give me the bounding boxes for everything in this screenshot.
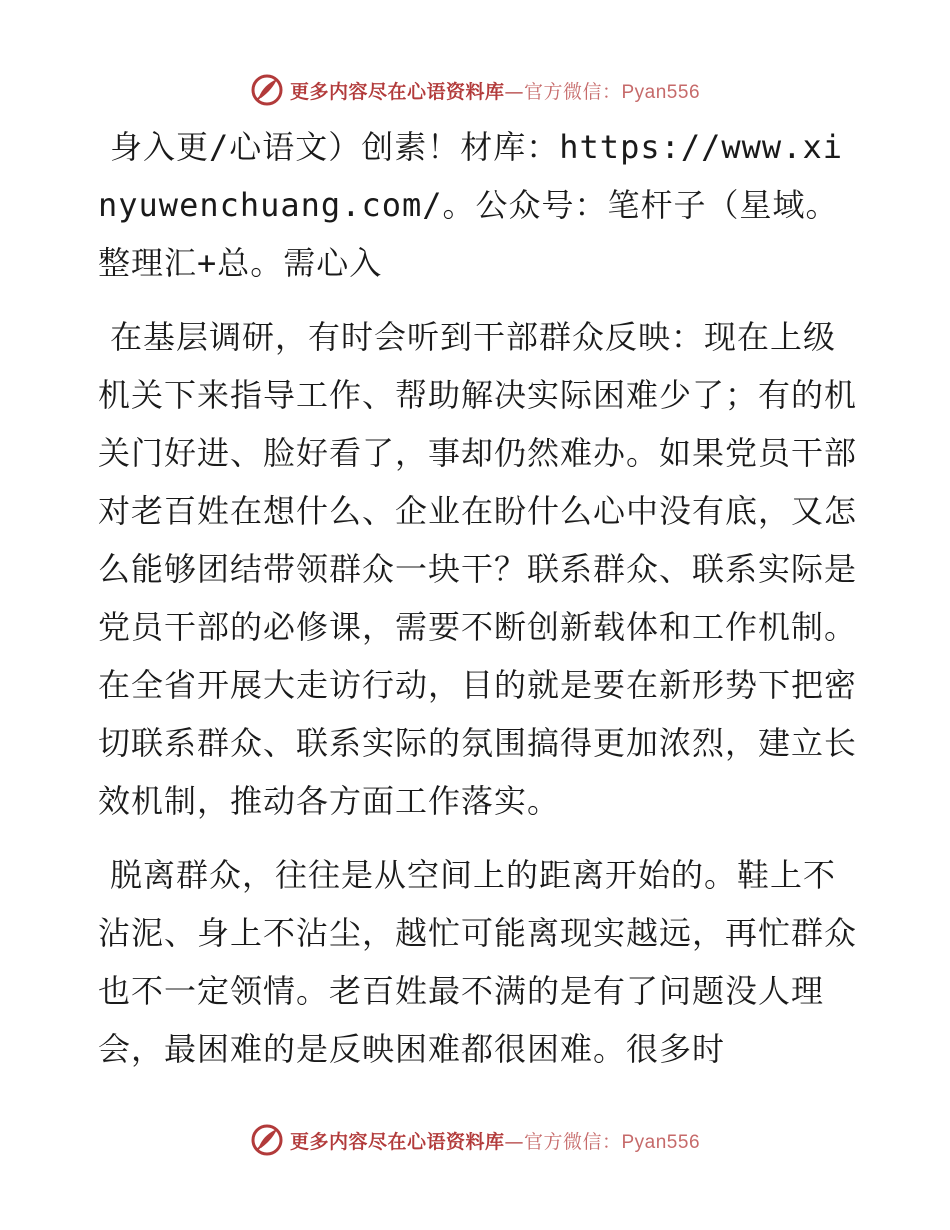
watermark-account-label: 官方微信： xyxy=(523,1130,622,1153)
watermark-account-label: 官方微信： xyxy=(523,80,622,103)
quill-seal-icon xyxy=(250,1123,284,1157)
footer-watermark xyxy=(0,1120,950,1160)
document-body xyxy=(98,118,858,1094)
paragraph-3: 脱离群众，往往是从空间上的距离开始的。鞋上不沾泥、身上不沾尘，越忙可能离现实越远，再忙群众也不一定领情。老百姓最不满的是有了问题没人理会，最困难的是反映困难都很困难。很多时 xyxy=(98,856,858,1068)
paragraph-2: 在基层调研，有时会听到干部群众反映：现在上级机关下来指导工作、帮助解决实际困难少了；有的机关门好进、脸好看了，事却仍然难办。如果党员干部对老百姓在想什么、企业在盼什么心中没有底，又怎么能够团结带领群众一块干？联系群众、联系实际是党员干部的必修课，需要不断创新载体和工作机制。在全省开展大走访行动，目的就是要在新形势下把密切联系群众、联系实际的氛围搞得更加浓烈，建立长效机制，推动各方面工作落实。 xyxy=(98,318,858,820)
watermark-account-id: Pyan556 xyxy=(621,1131,701,1153)
header-watermark xyxy=(0,70,950,110)
watermark-account-id: Pyan556 xyxy=(621,81,701,103)
quill-seal-icon xyxy=(250,73,284,107)
watermark-text xyxy=(290,77,700,104)
watermark-separator: — xyxy=(504,80,524,103)
watermark-text xyxy=(290,1127,700,1154)
watermark-slogan: 更多内容尽在心语资料库 xyxy=(289,1130,505,1153)
paragraph-1: 身入更/心语文）创素！材库：https://www.xinyuwenchuang.com/。公众号：笔杆子（星域。整理汇+总。需心入 xyxy=(98,128,843,282)
watermark-slogan: 更多内容尽在心语资料库 xyxy=(289,80,505,103)
watermark-separator: — xyxy=(504,1130,524,1153)
